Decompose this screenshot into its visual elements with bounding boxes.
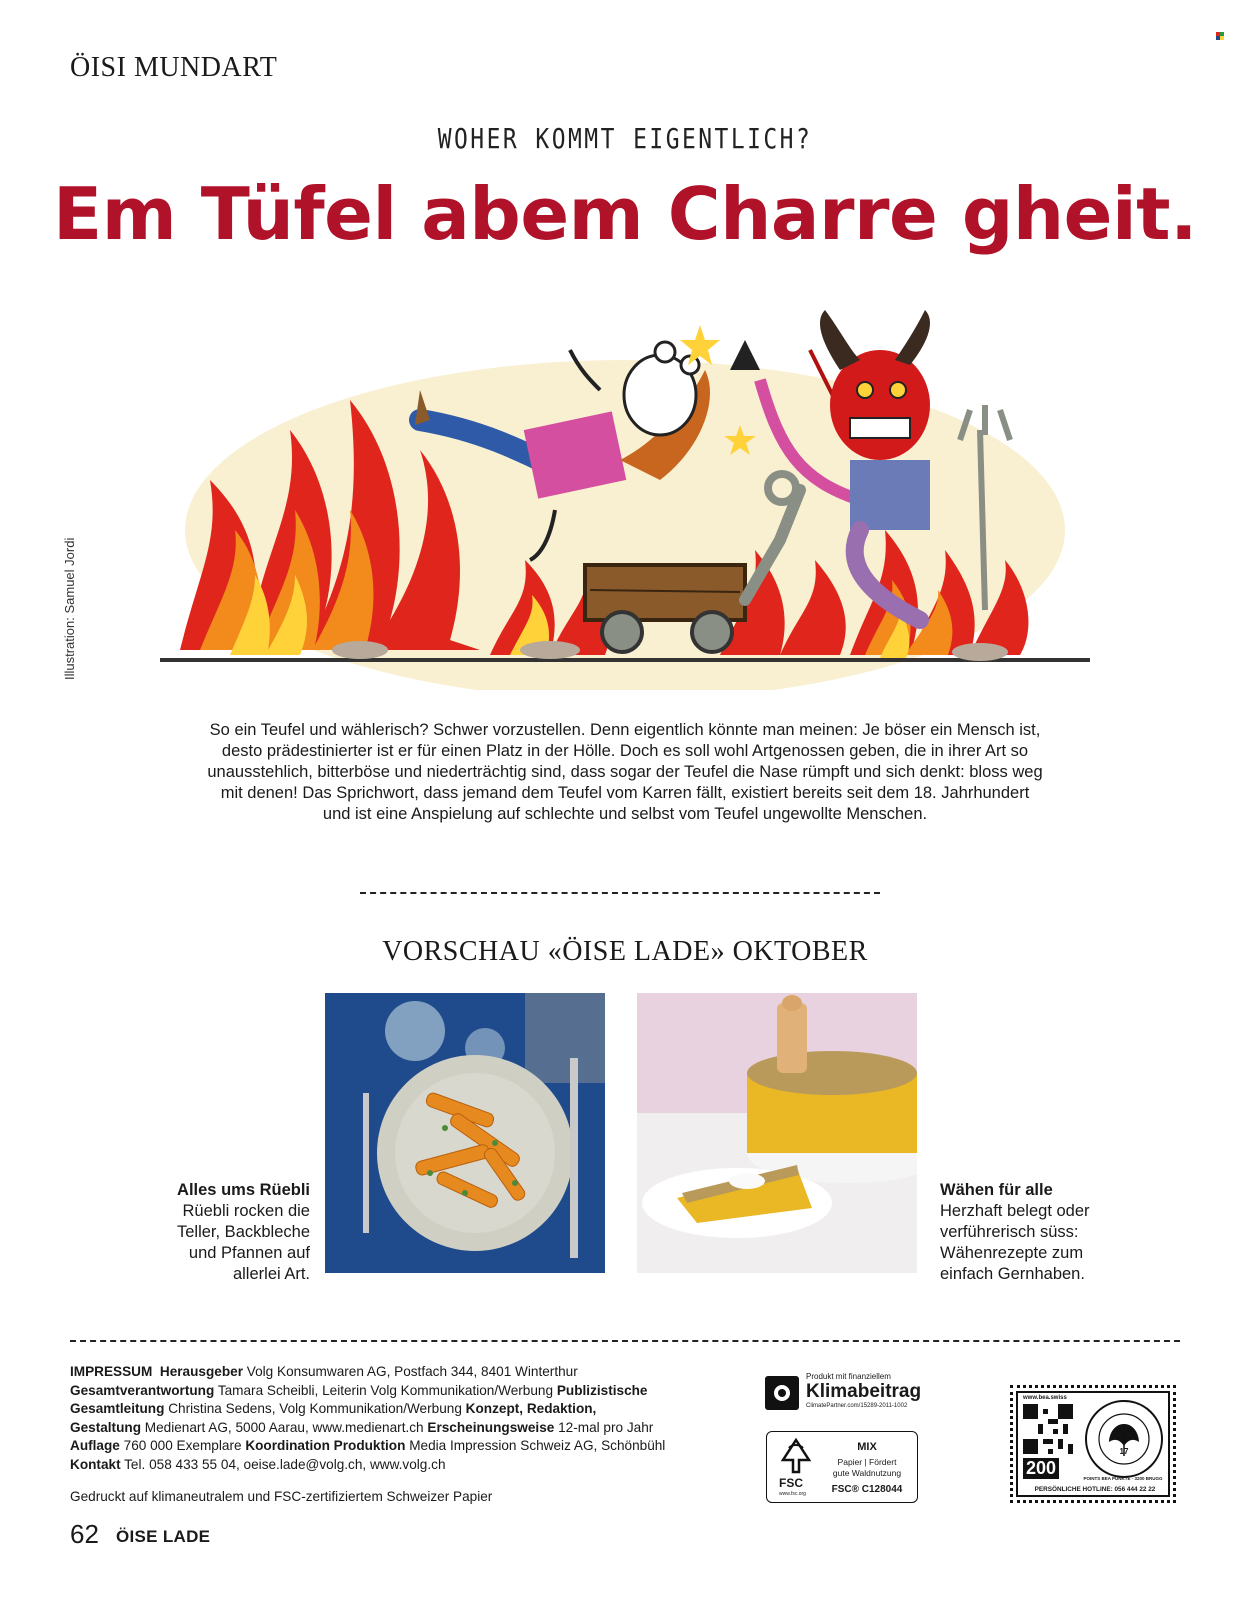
label-koordination: Koordination Produktion (245, 1438, 406, 1453)
climate-big: Klimabeitrag (806, 1381, 922, 1402)
caption-line: Wähenrezepte zum (940, 1244, 1084, 1262)
climate-logo-icon (765, 1376, 799, 1410)
label-gesamtleitung: Gesamtleitung (70, 1401, 165, 1416)
kicker: WOHER KOMMT EIGENTLICH? (437, 122, 813, 155)
article-line: So ein Teufel und wählerisch? Schwer vorzustellen. Denn eigentlich könnte man meinen: Je böser ein Mensch ist, (209, 721, 1041, 739)
herausgeber: Volg Konsumwaren AG, Postfach 344, 8401 Winterthur (246, 1364, 578, 1379)
impressum (70, 1363, 730, 1474)
bea-seal-icon (1085, 1400, 1163, 1478)
preview-right-caption (940, 1180, 1130, 1285)
article-line: unausstehlich, bitterböse und niederträchtig sind, dass sogar der Teufel die Nase rümpft und sich denkt: bloss weg (207, 763, 1043, 781)
climate-badge (765, 1372, 965, 1412)
bea-hotline: PERSÖNLICHE HOTLINE: 056 444 22 22 (1034, 1486, 1156, 1493)
page-number: 62 (70, 1519, 99, 1549)
caption-line: einfach Gernhaben. (940, 1265, 1085, 1283)
auflage: 760 000 Exemplare (123, 1438, 242, 1453)
printed-note: Gedruckt auf klimaneutralem und FSC-zertifiziertem Schweizer Papier (70, 1489, 493, 1504)
label-erscheinungsweise: Erscheinungsweise (427, 1419, 555, 1435)
caption-line: verführerisch süss: (940, 1223, 1079, 1241)
bea-site: www.bea.swiss (1023, 1395, 1067, 1401)
caption-line: allerlei Art. (232, 1265, 310, 1283)
illustration-credit: Illustration: Samuel Jordi (62, 537, 77, 680)
fsc-badge (766, 1431, 918, 1503)
label-auflage: Auflage (70, 1438, 120, 1453)
bea-ring: POINTS BEA PUNKTE · 3200 BRUGG (1083, 1476, 1163, 1481)
article-line: und ist eine Anspielung auf schlechte und selbst vom Teufel ungewollte Menschen. (322, 805, 928, 823)
footer-divider (70, 1340, 1180, 1342)
bea-value: 200 (1023, 1458, 1059, 1479)
fsc-tree-icon (779, 1438, 813, 1474)
preview-left-title: Alles ums Rüebli (177, 1181, 310, 1199)
preview-title: VORSCHAU «ÖISE LADE» OKTOBER (382, 936, 868, 967)
fsc-line2: gute Waldnutzung (832, 1468, 902, 1478)
preview-divider (360, 892, 880, 894)
gesamtleitung: Christina Sedens, Volg Kommunikation/Werbung (168, 1401, 462, 1416)
fsc-mix: MIX (857, 1441, 877, 1453)
article-line: desto prädestinierter ist er für einen Platz in der Hölle. Doch es soll wohl Artgenossen geben, die in ihrer Art so (221, 742, 1029, 760)
quiche-photo (637, 993, 917, 1273)
article-body (180, 720, 1070, 825)
impressum-label: IMPRESSUM (70, 1364, 153, 1379)
label-herausgeber: Herausgeber (159, 1364, 243, 1379)
preview-left-caption (160, 1180, 310, 1285)
label-gesamtverantwortung: Gesamtverantwortung (70, 1382, 215, 1398)
headline: Em Tüfel abem Charre gheit. (53, 172, 1197, 256)
page-brand: ÖISE LADE (116, 1527, 211, 1546)
gesamtverantwortung: Tamara Scheibli, Leiterin Volg Kommunikation/Werbung (217, 1382, 554, 1398)
label-publizistische: Publizistische (556, 1382, 648, 1398)
gestaltung: Medienart AG, 5000 Aarau, www.medienart.ch (144, 1419, 424, 1435)
article-line: mit denen! Das Sprichwort, dass jemand dem Teufel vom Karren fällt, existiert bereits seit dem 18. Jahrhundert (220, 784, 1030, 802)
carrot-dish-photo (325, 993, 605, 1273)
erscheinungsweise: 12-mal pro Jahr (558, 1419, 654, 1435)
bea-number: 17 (1119, 1447, 1129, 1456)
devil-illustration (160, 310, 1090, 690)
climate-small: Produkt mit finanziellem (806, 1372, 891, 1381)
bea-stamp (1010, 1385, 1176, 1503)
fsc-site: www.fsc.org (779, 1491, 806, 1497)
caption-line: Herzhaft belegt oder (940, 1202, 1090, 1220)
caption-line: und Pfannen auf (188, 1244, 310, 1262)
label-kontakt: Kontakt (70, 1456, 121, 1472)
section-label: ÖISI MUNDART (70, 52, 278, 83)
climate-id: ClimatePartner.com/15289-2011-1002 (806, 1403, 908, 1409)
color-marks (1216, 32, 1226, 40)
preview-right-title: Wähen für alle (940, 1181, 1053, 1199)
koordination: Media Impression Schweiz AG, Schönbühl (409, 1438, 666, 1453)
caption-line: Teller, Backbleche (177, 1223, 310, 1241)
label-konzept: Konzept, Redaktion, (465, 1401, 597, 1416)
fsc-word: FSC (779, 1476, 803, 1490)
label-gestaltung: Gestaltung (70, 1419, 141, 1435)
kontakt: Tel. 058 433 55 04, oeise.lade@volg.ch, www.volg.ch (124, 1456, 446, 1472)
fsc-line1: Papier | Fördert (837, 1457, 897, 1467)
caption-line: Rüebli rocken die (182, 1202, 310, 1220)
qr-code-icon (1023, 1404, 1073, 1454)
fsc-code: FSC® C128044 (831, 1484, 903, 1495)
